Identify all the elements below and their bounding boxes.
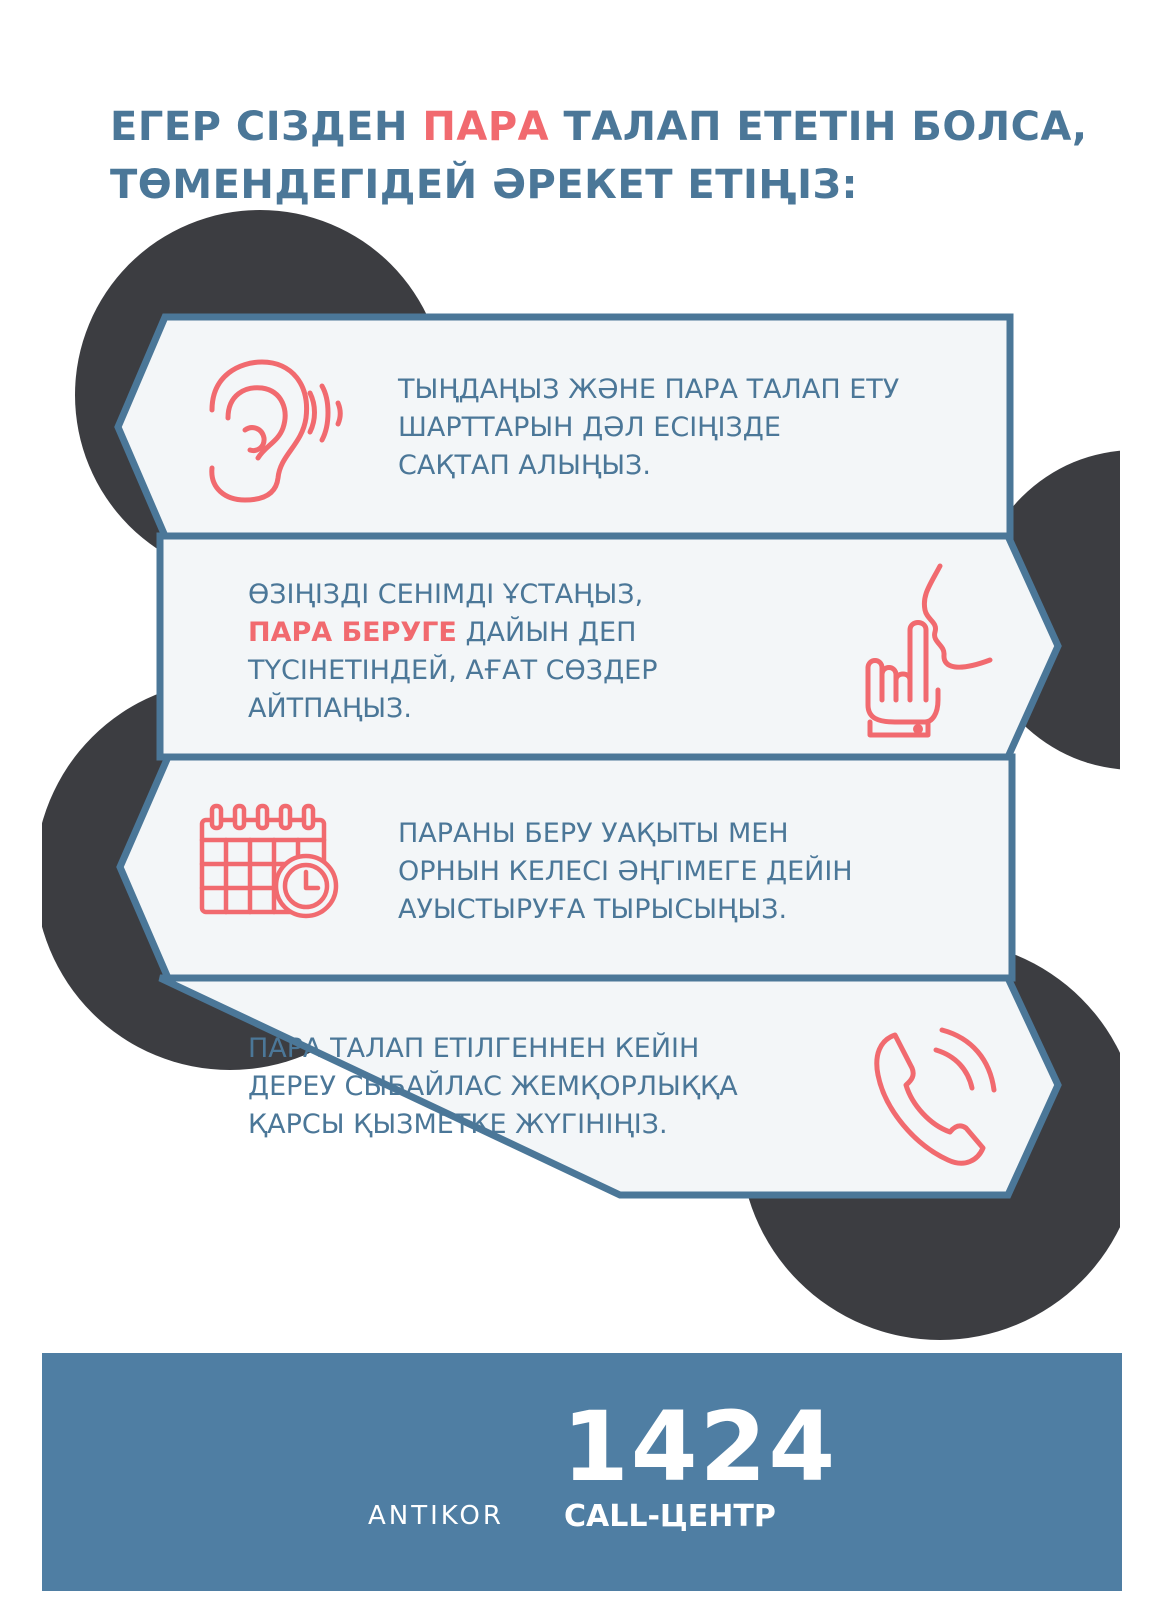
page-title: [110, 98, 1088, 214]
footer-band: [42, 1353, 1122, 1591]
title-highlight: ПАРА: [422, 104, 550, 150]
hotline-number: 1424: [562, 1391, 838, 1503]
step-3-text: ПАРАНЫ БЕРУ УАҚЫТЫ МЕН ОРНЫН КЕЛЕСІ ӘҢГІМЕГЕ ДЕЙІН АУЫСТЫРУҒА ТЫРЫСЫҢЫЗ.: [398, 818, 853, 925]
title-line-1: ЕГЕР СІЗДЕН ПАРА ТАЛАП ЕТЕТІН БОЛСА,: [110, 104, 1088, 150]
title-line-2: ТӨМЕНДЕГІДЕЙ ӘРЕКЕТ ЕТІҢІЗ:: [110, 162, 858, 208]
call-center-label: CALL-ЦЕНТР: [564, 1499, 776, 1534]
step-2-text: ӨЗІҢІЗДІ СЕНІМДІ ҰСТАҢЫЗ, ПАРА БЕРУГЕ ДАЙЫН ДЕП ТҮСІНЕТІНДЕЙ, АҒАТ СӨЗДЕР АЙТПАҢЫЗ.: [248, 579, 658, 724]
step-4-text: ПАРА ТАЛАП ЕТІЛГЕННЕН КЕЙІН ДЕРЕУ СЫБАЙЛАС ЖЕМҚОРЛЫҚҚА ҚАРСЫ ҚЫЗМЕТКЕ ЖҮГІНІҢІЗ.: [248, 1033, 738, 1140]
logo-text: ANTIKOR: [368, 1501, 504, 1531]
step-2-highlight: ПАРА БЕРУГЕ: [248, 617, 457, 648]
step-1-text: ТЫҢДАҢЫЗ ЖӘНЕ ПАРА ТАЛАП ЕТУ ШАРТТАРЫН ДӘЛ ЕСІҢІЗДЕ САҚТАП АЛЫҢЫЗ.: [398, 374, 900, 481]
